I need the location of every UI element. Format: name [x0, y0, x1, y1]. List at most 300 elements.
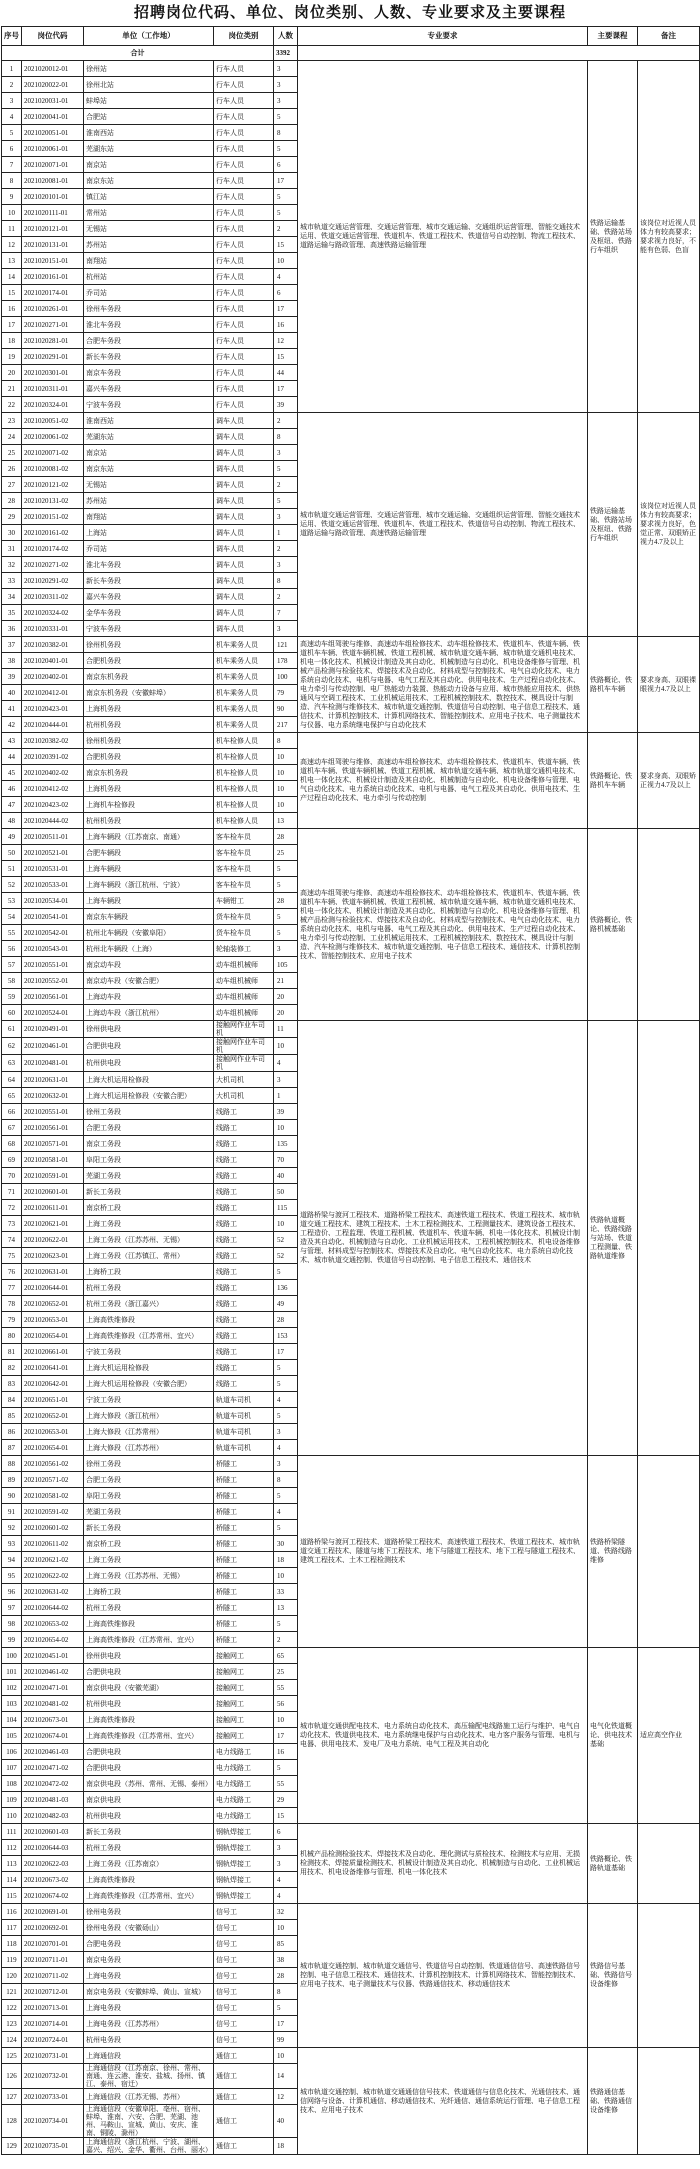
- row-unit: 上海大修段（浙江杭州）: [84, 1408, 214, 1424]
- row-seq: 59: [2, 989, 22, 1005]
- row-unit: 合肥电务段: [84, 1936, 214, 1952]
- row-seq: 50: [2, 845, 22, 861]
- row-category: 动车组机械师: [214, 973, 274, 989]
- row-count: 25: [274, 1664, 298, 1680]
- remarks: 该岗位对近视人员体力有较高要求；要求视力良好，不能有色弱、色盲: [638, 61, 700, 413]
- row-unit: 上海大修段（江苏苏州）: [84, 1440, 214, 1456]
- row-count: 15: [274, 1808, 298, 1824]
- row-category: 桥隧工: [214, 1520, 274, 1536]
- row-code: 2021020481-01: [22, 1055, 84, 1072]
- row-category: 行车人员: [214, 381, 274, 397]
- row-count: 8: [274, 429, 298, 445]
- row-count: 8: [274, 733, 298, 749]
- row-seq: 22: [2, 397, 22, 413]
- row-seq: 28: [2, 493, 22, 509]
- row-seq: 69: [2, 1152, 22, 1168]
- row-count: 3: [274, 61, 298, 77]
- row-count: 5: [274, 877, 298, 893]
- row-category: 桥隧工: [214, 1488, 274, 1504]
- row-seq: 73: [2, 1216, 22, 1232]
- row-category: 动车组机械师: [214, 1005, 274, 1021]
- row-unit: 杭州工务段: [84, 1600, 214, 1616]
- row-code: 2021020611-02: [22, 1536, 84, 1552]
- row-count: 5: [274, 1616, 298, 1632]
- row-unit: 上海车辆段: [84, 893, 214, 909]
- row-seq: 112: [2, 1840, 22, 1856]
- row-seq: 79: [2, 1312, 22, 1328]
- row-unit: 徐州机务段: [84, 637, 214, 653]
- row-count: 52: [274, 1232, 298, 1248]
- row-seq: 123: [2, 2016, 22, 2032]
- row-seq: 92: [2, 1520, 22, 1536]
- row-code: 2021020482-03: [22, 1808, 84, 1824]
- row-seq: 94: [2, 1552, 22, 1568]
- row-code: 2021020071-02: [22, 445, 84, 461]
- row-count: 2: [274, 589, 298, 605]
- row-category: 动车组机械师: [214, 957, 274, 973]
- row-unit: 南京工务段: [84, 1136, 214, 1152]
- row-count: 136: [274, 1280, 298, 1296]
- row-category: 行车人员: [214, 317, 274, 333]
- row-count: 3: [274, 1840, 298, 1856]
- row-unit: 乔司站: [84, 285, 214, 301]
- row-code: 2021020061-01: [22, 141, 84, 157]
- row-seq: 32: [2, 557, 22, 573]
- row-seq: 115: [2, 1888, 22, 1904]
- row-seq: 118: [2, 1936, 22, 1952]
- row-seq: 119: [2, 1952, 22, 1968]
- row-seq: 14: [2, 269, 22, 285]
- header-cell: 岗位类别: [214, 27, 274, 46]
- row-unit: 上海动车段: [84, 989, 214, 1005]
- row-count: 79: [274, 685, 298, 701]
- main-courses: 铁路通信基础、铁路通信设备维修: [588, 2048, 638, 2155]
- row-unit: 徐州工务段: [84, 1456, 214, 1472]
- row-count: 40: [274, 1168, 298, 1184]
- main-courses: 铁路轨道概论、铁路线路与站场、铁道工程测量、铁路轨道维修: [588, 1021, 638, 1456]
- row-seq: 47: [2, 797, 22, 813]
- row-code: 2021020654-02: [22, 1632, 84, 1648]
- row-category: 信号工: [214, 1936, 274, 1952]
- row-unit: 杭州机务段: [84, 813, 214, 829]
- row-count: 39: [274, 397, 298, 413]
- header-cell: 备注: [638, 27, 700, 46]
- row-code: 2021020731-01: [22, 2048, 84, 2064]
- specialty-requirement: 高速动车组驾驶与维修、高速动车组检修技术、动车组检修技术、铁道机车、铁道车辆、铁道机车车辆、铁道车辆机械、铁道工程机械、城市轨道交通车辆、城市轨道交通机电技术、机电一体化技术、机械设计制造及其自动化、机械制造与自动化、机电设备维修与管理、电气自动化技术、电力系统自动化技术、电机与电器、电气工程及其自动化、供用电技术、生产过程自动化技术、电力牵引与传动控制: [298, 733, 588, 829]
- row-code: 2021020601-02: [22, 1520, 84, 1536]
- row-count: 30: [274, 1536, 298, 1552]
- row-seq: 125: [2, 2048, 22, 2064]
- row-unit: 南京东机务段（安徽蚌埠）: [84, 685, 214, 701]
- row-unit: 淮北车务段: [84, 317, 214, 333]
- row-unit: 上海通信段（江苏南京、徐州、常州、南通、连云港、淮安、盐城、扬州、镇江、泰州、宿迁）: [84, 2064, 214, 2089]
- row-code: 2021020701-01: [22, 1936, 84, 1952]
- row-code: 2021020571-02: [22, 1472, 84, 1488]
- row-code: 2021020311-02: [22, 589, 84, 605]
- row-seq: 74: [2, 1232, 22, 1248]
- row-count: 29: [274, 1792, 298, 1808]
- main-courses: 铁路概论、铁路机车车辆: [588, 637, 638, 733]
- row-category: 行车人员: [214, 269, 274, 285]
- row-category: 行车人员: [214, 125, 274, 141]
- row-category: 信号工: [214, 1952, 274, 1968]
- row-unit: 徐州供电段: [84, 1648, 214, 1664]
- row-unit: 上海工务段（江苏镇江、常州）: [84, 1248, 214, 1264]
- row-seq: 10: [2, 205, 22, 221]
- row-category: 行车人员: [214, 109, 274, 125]
- row-seq: 128: [2, 2105, 22, 2138]
- row-unit: 上海高铁维修段: [84, 1872, 214, 1888]
- row-count: 6: [274, 1824, 298, 1840]
- row-category: 线路工: [214, 1376, 274, 1392]
- row-category: 行车人员: [214, 349, 274, 365]
- row-code: 2021020691-01: [22, 1904, 84, 1920]
- row-seq: 43: [2, 733, 22, 749]
- row-count: 1: [274, 525, 298, 541]
- row-category: 调车人员: [214, 573, 274, 589]
- row-unit: 南京供电段（安徽芜湖）: [84, 1680, 214, 1696]
- row-category: 桥隧工: [214, 1632, 274, 1648]
- row-unit: 上海高铁维修段（江苏常州、宜兴）: [84, 1632, 214, 1648]
- row-code: 2021020673-02: [22, 1872, 84, 1888]
- row-unit: 徐州站: [84, 61, 214, 77]
- row-count: 2: [274, 413, 298, 429]
- row-code: 2021020713-01: [22, 2000, 84, 2016]
- row-category: 机车检修人员: [214, 781, 274, 797]
- row-unit: 上海通信段: [84, 2048, 214, 2064]
- row-category: 调车人员: [214, 413, 274, 429]
- row-code: 2021020724-01: [22, 2032, 84, 2048]
- row-category: 线路工: [214, 1248, 274, 1264]
- row-seq: 5: [2, 125, 22, 141]
- header-cell: 专业要求: [298, 27, 588, 46]
- row-seq: 67: [2, 1120, 22, 1136]
- row-category: 机车乘务人员: [214, 685, 274, 701]
- row-unit: 苏州站: [84, 237, 214, 253]
- row-count: 85: [274, 1936, 298, 1952]
- row-code: 2021020621-02: [22, 1552, 84, 1568]
- row-category: 线路工: [214, 1312, 274, 1328]
- row-category: 货车检车员: [214, 925, 274, 941]
- specialty-requirement: 高速动车组驾驶与维修、高速动车组检修技术、动车组检修技术、铁道机车、铁道车辆、铁道机车车辆、铁道车辆机械、铁道工程机械、城市轨道交通车辆、城市轨道交通机电技术、机电一体化技术、机械设计制造及其自动化、机械制造与自动化、机电设备维修与管理、机械产品检测与检验技术、焊接技术及自动化、材料成型与控制技术、电气自动化技术、电力系统自动化技术、电机与电器、电气工程及其自动化、供用电技术、生产过程自动化技术、电力牵引与传动控制、工业机械运用技术、工程机械控制技术、数控技术、模具设计与制造、汽车检测与维修技术、城市轨道交通控制、电子信息工程技术、通信技术、计算机控制技术、智能控制技术、应用电子技术: [298, 829, 588, 1021]
- row-category: 钢轨焊接工: [214, 1840, 274, 1856]
- recruitment-table: [1, 26, 700, 2155]
- row-count: 8: [274, 125, 298, 141]
- row-category: 通信工: [214, 2064, 274, 2089]
- row-unit: 上海高铁维修段（江苏常州、宜兴）: [84, 1728, 214, 1744]
- row-code: 2021020571-01: [22, 1136, 84, 1152]
- remarks: [638, 1021, 700, 1456]
- row-category: 接触网工: [214, 1664, 274, 1680]
- row-code: 2021020301-01: [22, 365, 84, 381]
- row-code: 2021020402-01: [22, 669, 84, 685]
- table-row: [2, 413, 700, 429]
- row-code: 2021020641-01: [22, 1360, 84, 1376]
- row-count: 5: [274, 909, 298, 925]
- row-code: 2021020481-03: [22, 1792, 84, 1808]
- row-unit: 合肥工务段: [84, 1120, 214, 1136]
- row-seq: 95: [2, 1568, 22, 1584]
- row-seq: 127: [2, 2089, 22, 2105]
- row-unit: 嘉兴车务段: [84, 381, 214, 397]
- row-count: 39: [274, 1104, 298, 1120]
- row-category: 客车检车员: [214, 877, 274, 893]
- row-unit: 南京东站: [84, 173, 214, 189]
- specialty-requirement: 城市轨道交通运营管理、交通运营管理、城市交通运输、交通组织运营管理、智能交通技术运用、铁道交通运营管理、铁道机车、铁道工程技术、铁道信号自动控制、物流工程技术、道路运输与路政管理、高速铁路运输管理: [298, 61, 588, 413]
- row-seq: 7: [2, 157, 22, 173]
- row-code: 2021020673-01: [22, 1712, 84, 1728]
- row-unit: 上海高铁维修段（江苏常州、宜兴）: [84, 1328, 214, 1344]
- row-unit: 上海工务段: [84, 1552, 214, 1568]
- row-code: 2021020331-01: [22, 621, 84, 637]
- row-seq: 3: [2, 93, 22, 109]
- row-unit: 南京动车段（安徽合肥）: [84, 973, 214, 989]
- row-category: 机车检修人员: [214, 797, 274, 813]
- row-count: 1: [274, 1088, 298, 1104]
- row-code: 2021020653-01: [22, 1424, 84, 1440]
- row-category: 电力线路工: [214, 1808, 274, 1824]
- row-count: 15: [274, 349, 298, 365]
- row-count: 10: [274, 749, 298, 765]
- row-seq: 2: [2, 77, 22, 93]
- row-unit: 南京站: [84, 445, 214, 461]
- row-seq: 31: [2, 541, 22, 557]
- row-seq: 35: [2, 605, 22, 621]
- row-code: 2021020324-01: [22, 397, 84, 413]
- row-code: 2021020281-01: [22, 333, 84, 349]
- row-count: 105: [274, 957, 298, 973]
- row-seq: 18: [2, 333, 22, 349]
- row-unit: 南京供电段（苏州、常州、无锡、泰州）: [84, 1776, 214, 1792]
- row-seq: 26: [2, 461, 22, 477]
- row-seq: 109: [2, 1792, 22, 1808]
- row-code: 2021020652-01: [22, 1408, 84, 1424]
- main-courses: 铁路信号基础、铁路信号设备维修: [588, 1904, 638, 2048]
- row-count: 25: [274, 845, 298, 861]
- row-category: 机车检修人员: [214, 813, 274, 829]
- row-seq: 120: [2, 1968, 22, 1984]
- row-count: 4: [274, 1888, 298, 1904]
- row-seq: 102: [2, 1680, 22, 1696]
- row-code: 2021020031-01: [22, 93, 84, 109]
- row-unit: 上海车辆段（浙江杭州、宁波）: [84, 877, 214, 893]
- row-code: 2021020561-02: [22, 1456, 84, 1472]
- row-seq: 58: [2, 973, 22, 989]
- row-category: 信号工: [214, 2000, 274, 2016]
- row-category: 线路工: [214, 1232, 274, 1248]
- row-unit: 南京车务段: [84, 365, 214, 381]
- row-category: 线路工: [214, 1296, 274, 1312]
- document-title: 招聘岗位代码、单位、岗位类别、人数、专业要求及主要课程: [133, 5, 566, 21]
- row-unit: 南京东机务段: [84, 765, 214, 781]
- row-count: 3: [274, 621, 298, 637]
- row-unit: 杭州机务段: [84, 717, 214, 733]
- row-category: 行车人员: [214, 189, 274, 205]
- row-seq: 56: [2, 941, 22, 957]
- row-unit: 南京站: [84, 157, 214, 173]
- row-unit: 无锡站: [84, 221, 214, 237]
- row-code: 2021020591-01: [22, 1168, 84, 1184]
- row-seq: 17: [2, 317, 22, 333]
- row-seq: 6: [2, 141, 22, 157]
- row-count: 49: [274, 1296, 298, 1312]
- row-category: 线路工: [214, 1328, 274, 1344]
- row-count: 115: [274, 1200, 298, 1216]
- row-seq: 87: [2, 1440, 22, 1456]
- row-category: 客车检车员: [214, 845, 274, 861]
- row-category: 线路工: [214, 1152, 274, 1168]
- row-seq: 34: [2, 589, 22, 605]
- row-category: 电力线路工: [214, 1760, 274, 1776]
- row-code: 2021020561-01: [22, 1120, 84, 1136]
- row-seq: 100: [2, 1648, 22, 1664]
- row-unit: 合肥站: [84, 109, 214, 125]
- row-unit: 乔司站: [84, 541, 214, 557]
- row-unit: 杭州站: [84, 269, 214, 285]
- row-count: 217: [274, 717, 298, 733]
- table-row: [2, 829, 700, 845]
- row-category: 桥隧工: [214, 1600, 274, 1616]
- row-code: 2021020151-02: [22, 509, 84, 525]
- main-courses: 铁路概论、铁路机械基础: [588, 829, 638, 1021]
- row-category: 行车人员: [214, 285, 274, 301]
- row-count: 4: [274, 1872, 298, 1888]
- row-seq: 85: [2, 1408, 22, 1424]
- row-count: 17: [274, 2016, 298, 2032]
- row-code: 2021020642-01: [22, 1376, 84, 1392]
- row-code: 2021020661-01: [22, 1344, 84, 1360]
- row-unit: 蚌埠站: [84, 93, 214, 109]
- row-seq: 121: [2, 1984, 22, 2000]
- row-count: 3: [274, 1856, 298, 1872]
- row-count: 21: [274, 973, 298, 989]
- row-category: 客车检车员: [214, 861, 274, 877]
- row-seq: 19: [2, 349, 22, 365]
- row-count: 90: [274, 701, 298, 717]
- row-code: 2021020402-02: [22, 765, 84, 781]
- row-seq: 1: [2, 61, 22, 77]
- row-category: 调车人员: [214, 461, 274, 477]
- row-seq: 12: [2, 237, 22, 253]
- row-unit: 芜湖东站: [84, 141, 214, 157]
- table-row: [2, 733, 700, 749]
- row-unit: 上海通信段（浙江杭州、宁波、湖州、嘉兴、绍兴、金华、衢州、台州、丽水）: [84, 2138, 214, 2155]
- row-unit: 金华车务段: [84, 605, 214, 621]
- row-unit: 新长工务段: [84, 1824, 214, 1840]
- row-code: 2021020622-03: [22, 1856, 84, 1872]
- row-code: 2021020622-01: [22, 1232, 84, 1248]
- row-count: 12: [274, 333, 298, 349]
- row-category: 桥隧工: [214, 1472, 274, 1488]
- row-category: 线路工: [214, 1104, 274, 1120]
- row-seq: 90: [2, 1488, 22, 1504]
- row-unit: 南京东机务段: [84, 669, 214, 685]
- main-courses: 铁路运输基础、铁路站场及枢纽、铁路行车组织: [588, 413, 638, 637]
- row-category: 信号工: [214, 2032, 274, 2048]
- row-seq: 99: [2, 1632, 22, 1648]
- main-courses: 电气化铁道概论、供电技术基础: [588, 1648, 638, 1824]
- row-unit: 芜湖工务段: [84, 1504, 214, 1520]
- row-code: 2021020391-02: [22, 749, 84, 765]
- row-category: 电力线路工: [214, 1792, 274, 1808]
- row-count: 56: [274, 1696, 298, 1712]
- row-count: 70: [274, 1152, 298, 1168]
- row-count: 28: [274, 829, 298, 845]
- row-unit: 杭州北车辆段（安徽阜阳）: [84, 925, 214, 941]
- row-code: 2021020734-01: [22, 2105, 84, 2138]
- row-code: 2021020161-02: [22, 525, 84, 541]
- row-seq: 65: [2, 1088, 22, 1104]
- row-count: 5: [274, 1408, 298, 1424]
- row-category: 调车人员: [214, 557, 274, 573]
- row-seq: 52: [2, 877, 22, 893]
- row-code: 2021020324-02: [22, 605, 84, 621]
- row-unit: 上海电务段: [84, 1968, 214, 1984]
- row-category: 通信工: [214, 2089, 274, 2105]
- row-count: 135: [274, 1136, 298, 1152]
- row-count: 10: [274, 1120, 298, 1136]
- row-seq: 61: [2, 1021, 22, 1038]
- row-seq: 51: [2, 861, 22, 877]
- row-unit: 上海工务段（江苏苏州、无锡）: [84, 1232, 214, 1248]
- row-seq: 53: [2, 893, 22, 909]
- row-category: 信号工: [214, 2016, 274, 2032]
- main-courses: 铁路概论、铁路机车车辆: [588, 733, 638, 829]
- row-category: 桥隧工: [214, 1616, 274, 1632]
- row-code: 2021020311-01: [22, 381, 84, 397]
- row-count: 55: [274, 1776, 298, 1792]
- row-seq: 75: [2, 1248, 22, 1264]
- row-category: 电力线路工: [214, 1776, 274, 1792]
- row-category: 桥隧工: [214, 1456, 274, 1472]
- row-code: 2021020151-01: [22, 253, 84, 269]
- row-code: 2021020581-02: [22, 1488, 84, 1504]
- row-count: 5: [274, 1760, 298, 1776]
- row-count: 14: [274, 2064, 298, 2089]
- row-code: 2021020551-01: [22, 957, 84, 973]
- row-category: 机车检修人员: [214, 733, 274, 749]
- row-count: 10: [274, 1920, 298, 1936]
- row-category: 线路工: [214, 1216, 274, 1232]
- row-category: 大机司机: [214, 1088, 274, 1104]
- row-seq: 108: [2, 1776, 22, 1792]
- row-unit: 杭州供电段: [84, 1808, 214, 1824]
- row-count: 153: [274, 1328, 298, 1344]
- row-code: 2021020631-01: [22, 1264, 84, 1280]
- row-category: 调车人员: [214, 525, 274, 541]
- row-code: 2021020531-01: [22, 861, 84, 877]
- row-category: 行车人员: [214, 301, 274, 317]
- row-count: 4: [274, 1504, 298, 1520]
- row-category: 调车人员: [214, 445, 274, 461]
- row-code: 2021020174-01: [22, 285, 84, 301]
- row-category: 桥隧工: [214, 1536, 274, 1552]
- row-category: 调车人员: [214, 605, 274, 621]
- row-seq: 16: [2, 301, 22, 317]
- row-category: 机车乘务人员: [214, 701, 274, 717]
- header-cell: 岗位代码: [22, 27, 84, 46]
- row-count: 10: [274, 253, 298, 269]
- row-count: 5: [274, 1360, 298, 1376]
- table-header-row: [2, 27, 700, 46]
- row-seq: 38: [2, 653, 22, 669]
- row-unit: 徐州电务段: [84, 1904, 214, 1920]
- row-unit: 上海大机运用检修段（安徽合肥）: [84, 1376, 214, 1392]
- row-code: 2021020491-01: [22, 1021, 84, 1038]
- row-seq: 126: [2, 2064, 22, 2089]
- row-category: 行车人员: [214, 253, 274, 269]
- row-unit: 无锡站: [84, 477, 214, 493]
